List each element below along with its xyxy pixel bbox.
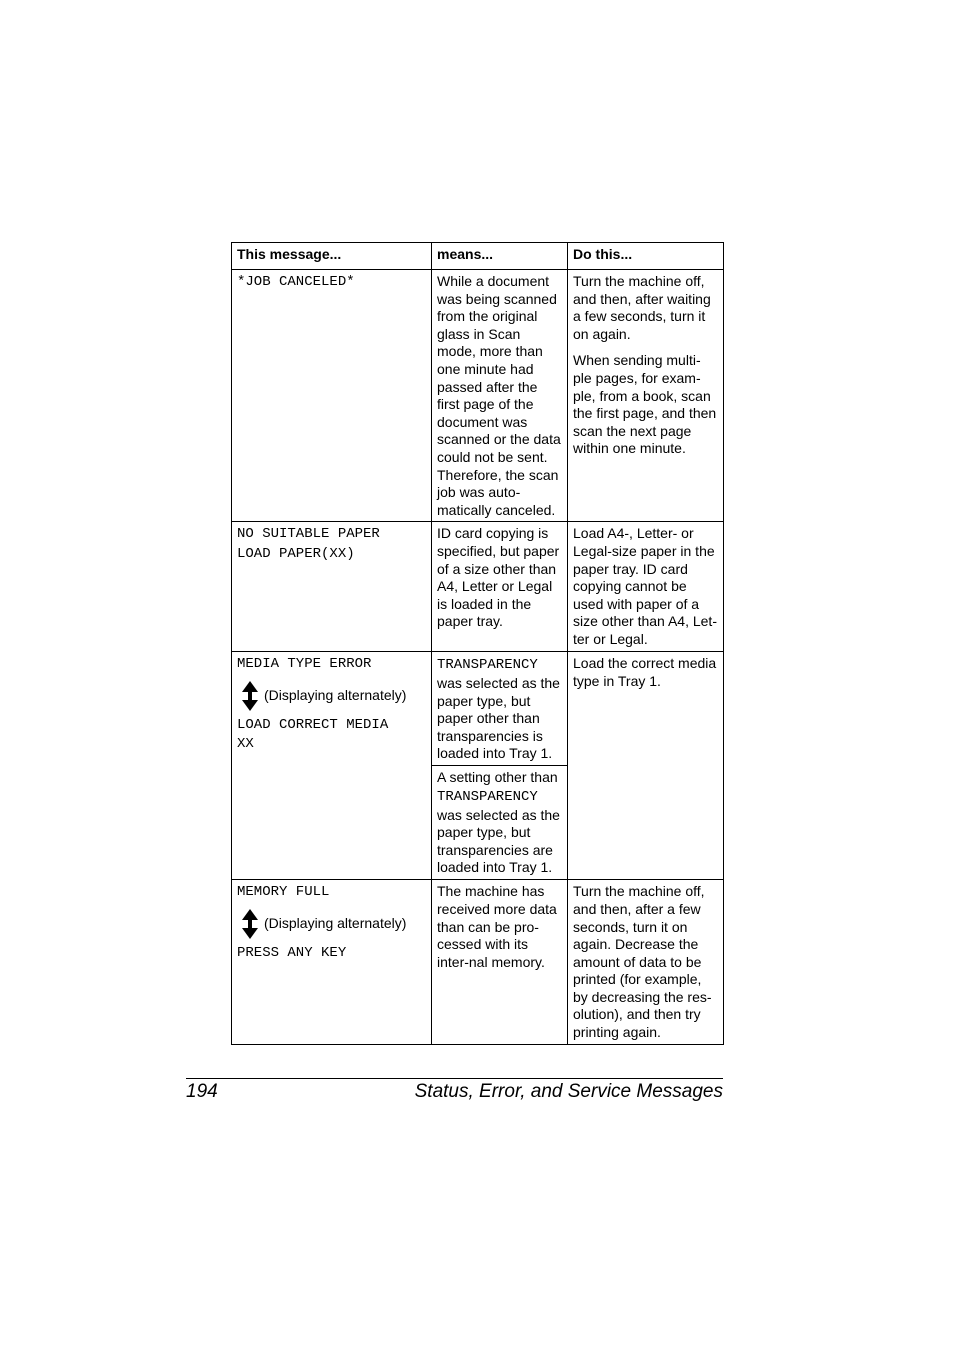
- do-cell: [568, 880, 724, 1045]
- do-cell: [568, 522, 724, 652]
- message-code: XX: [237, 736, 254, 753]
- means-code: TRANSPARENCY: [437, 788, 538, 805]
- means-text: ID card copying is specified, but paper of a size other than A4, Letter or Legal is loaded in the paper tray.: [437, 525, 560, 630]
- do-text: Load the correct media type in Tray 1.: [573, 655, 717, 689]
- do-text: Turn the machine off, and then, after waiting a few seconds, turn it on again.: [573, 273, 711, 342]
- alternate-indicator: [242, 909, 427, 939]
- means-cell: [432, 766, 568, 880]
- table-row: [232, 270, 724, 522]
- do-cell: [568, 652, 724, 880]
- message-cell: [232, 880, 432, 1045]
- table-header-row: [232, 243, 724, 270]
- means-text: was selected as the paper type, but paper other than transparencies is loaded into Tray 1.: [437, 674, 560, 762]
- means-text: While a document was being scanned from the original glass in Scan mode, more than one minute had passed after the first page of the document was scanned or the data could not be sent. Therefore, the scan job was auto-matically canceled.: [437, 273, 561, 518]
- message-code: *JOB CANCELED*: [237, 274, 355, 290]
- section-title: Status, Error, and Service Messages: [414, 1081, 723, 1102]
- up-down-arrow-icon: [242, 909, 258, 939]
- message-cell: [232, 652, 432, 880]
- header-this-message: This message...: [232, 243, 432, 270]
- means-text: A setting other than: [437, 769, 558, 786]
- means-cell: [432, 880, 568, 1045]
- up-down-arrow-icon: [242, 681, 258, 711]
- do-cell: [568, 270, 724, 522]
- means-cell: [432, 652, 568, 766]
- message-code: PRESS ANY KEY: [237, 944, 347, 961]
- means-cell: [432, 522, 568, 652]
- alternate-note: (Displaying alternately): [264, 915, 407, 932]
- means-text: was selected as the paper type, but transparencies are loaded into Tray 1.: [437, 806, 560, 876]
- means-code: TRANSPARENCY: [437, 657, 538, 674]
- page-number: 194: [186, 1081, 218, 1102]
- table-row: [232, 880, 724, 1045]
- header-do-this: Do this...: [568, 243, 724, 270]
- footer-divider: [186, 1078, 723, 1079]
- do-text: Load A4-, Letter- or Legal-size paper in the paper tray. ID card copying cannot be used with paper of a size other than A4, Let-ter or Legal.: [573, 525, 717, 647]
- message-code: MEMORY FULL: [237, 884, 330, 901]
- message-code: NO SUITABLE PAPER: [237, 526, 380, 543]
- message-code: LOAD PAPER(XX): [237, 545, 355, 562]
- alternate-note: (Displaying alternately): [264, 687, 407, 704]
- message-cell: [232, 522, 432, 652]
- means-text: The machine has received more data than can be pro-cessed with its inter-nal memory.: [437, 883, 557, 970]
- message-code: MEDIA TYPE ERROR: [237, 656, 372, 673]
- message-cell: [232, 270, 432, 522]
- alternate-indicator: [242, 681, 427, 711]
- message-code: LOAD CORRECT MEDIA: [237, 716, 389, 733]
- table-row: [232, 522, 724, 652]
- header-means: means...: [432, 243, 568, 270]
- messages-table: [231, 242, 724, 1045]
- do-text: Turn the machine off, and then, after a few seconds, turn it on again. Decrease the amount of data to be printed (for example, by decreasing the res-olution), and then try printing again.: [573, 883, 712, 1041]
- table-row: [232, 652, 724, 766]
- do-text: When sending multi-ple pages, for exam-ple, from a book, scan the first page, and then scan the next page within one minute.: [573, 352, 717, 457]
- means-cell: [432, 270, 568, 522]
